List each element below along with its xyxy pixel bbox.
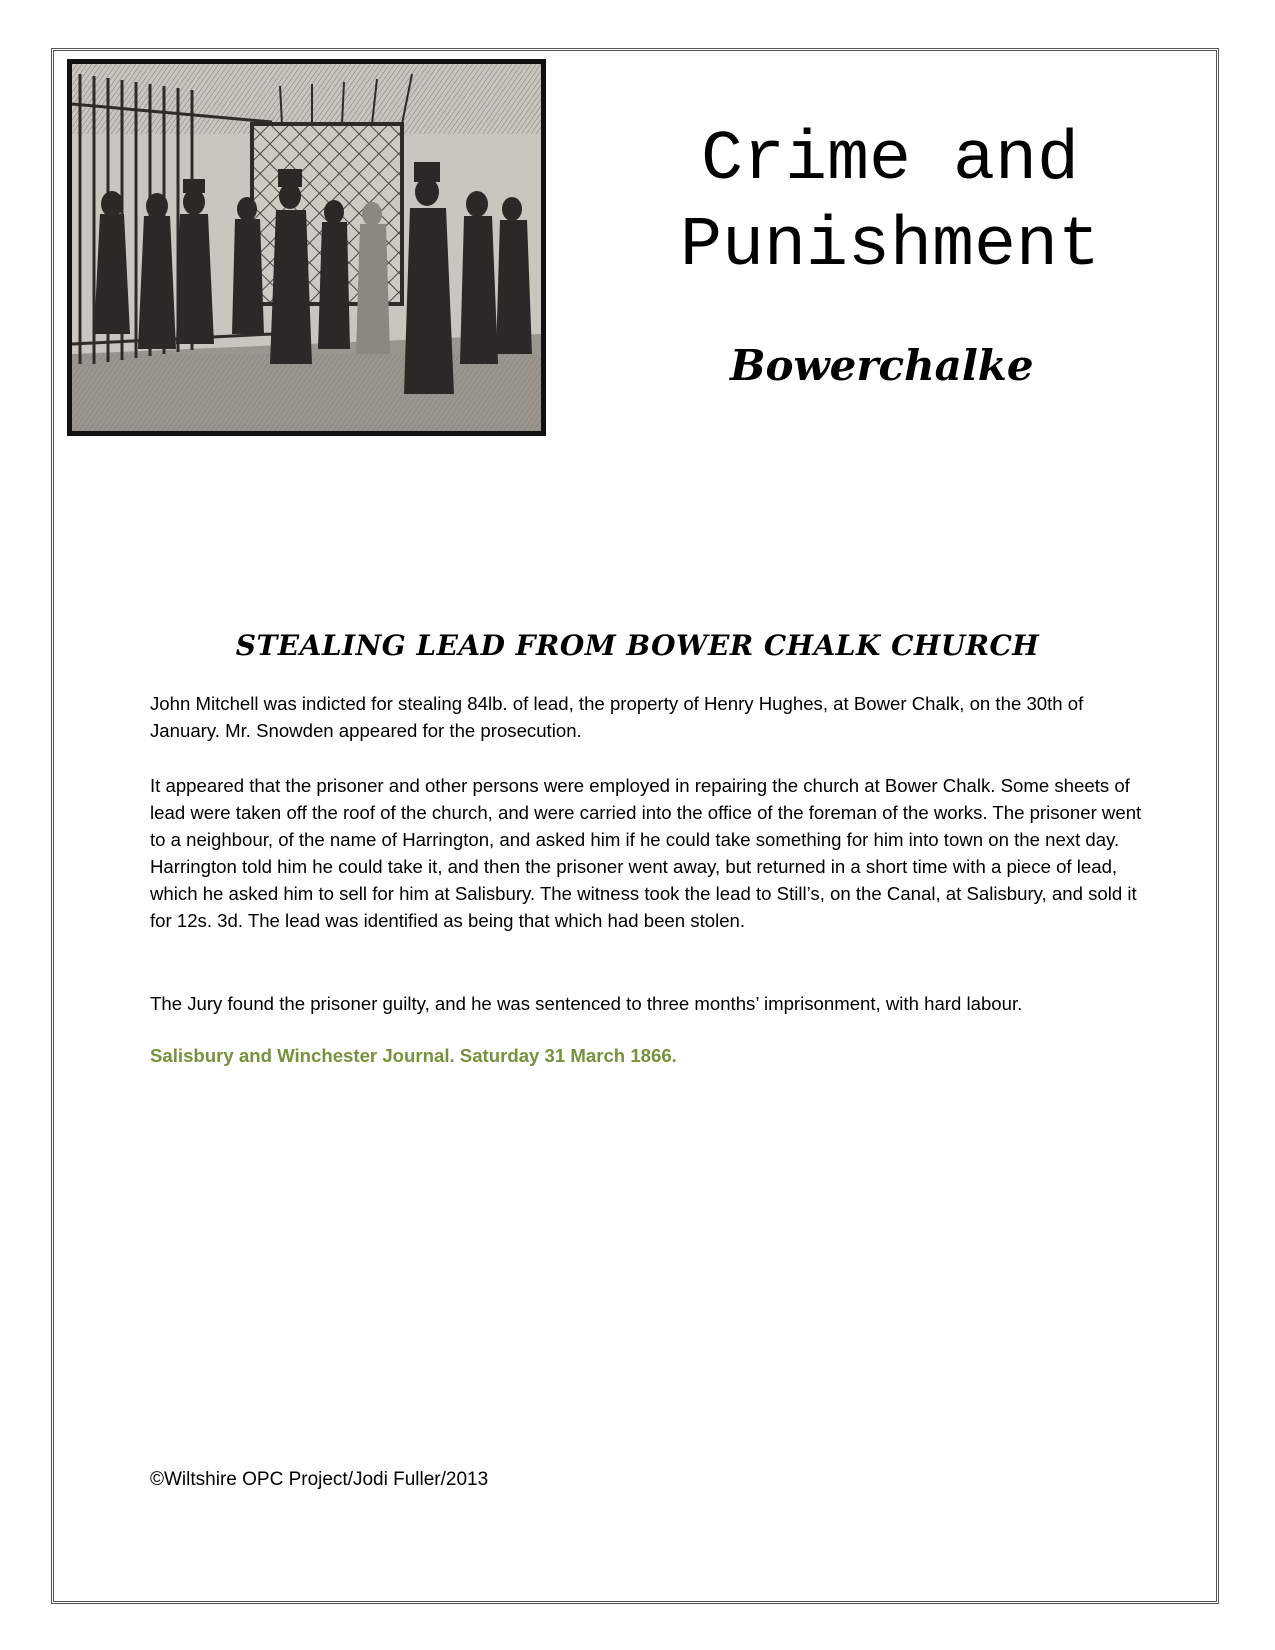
place-name: Bowerchalke <box>730 341 1034 390</box>
article-heading: STEALING LEAD FROM BOWER CHALK CHURCH <box>235 629 1040 662</box>
title-line-2: Punishment <box>679 207 1101 286</box>
page-title <box>610 118 1170 290</box>
copyright-notice: ©Wiltshire OPC Project/Jodi Fuller/2013 <box>150 1469 489 1490</box>
prison-gate-scene-icon <box>72 64 541 431</box>
article-paragraph-1: John Mitchell was indicted for stealing 84lb. of lead, the property of Henry Hughes, at Bower Chalk, on the 30th of January. Mr. Snowden appeared for the prosecution. <box>150 693 1084 741</box>
engraving-illustration <box>67 59 546 436</box>
article-paragraph-3: The Jury found the prisoner guilty, and he was sentenced to three months’ imprisonment, with hard labour. <box>150 993 1023 1014</box>
title-line-1: Crime and <box>700 121 1080 200</box>
article-paragraph-2: It appeared that the prisoner and other persons were employed in repairing the church at Bower Chalk. Some sheets of lead were taken off the roof of the church, and were carried into the office of the foreman of the works. The prisoner went to a neighbour, of the name of Harrington, and asked him if he could take something for him into town on the next day. Harrington told him he could take it, and then the prisoner went away, but returned in a short time with a piece of lead, which he asked him to sell for him at Salisbury. The witness took the lead to Still’s, on the Canal, at Salisbury, and sold it for 12s. 3d. The lead was identified as being that which had been stolen. <box>150 775 1142 931</box>
newspaper-source-citation: Salisbury and Winchester Journal. Saturday 31 March 1866. <box>150 1045 677 1066</box>
